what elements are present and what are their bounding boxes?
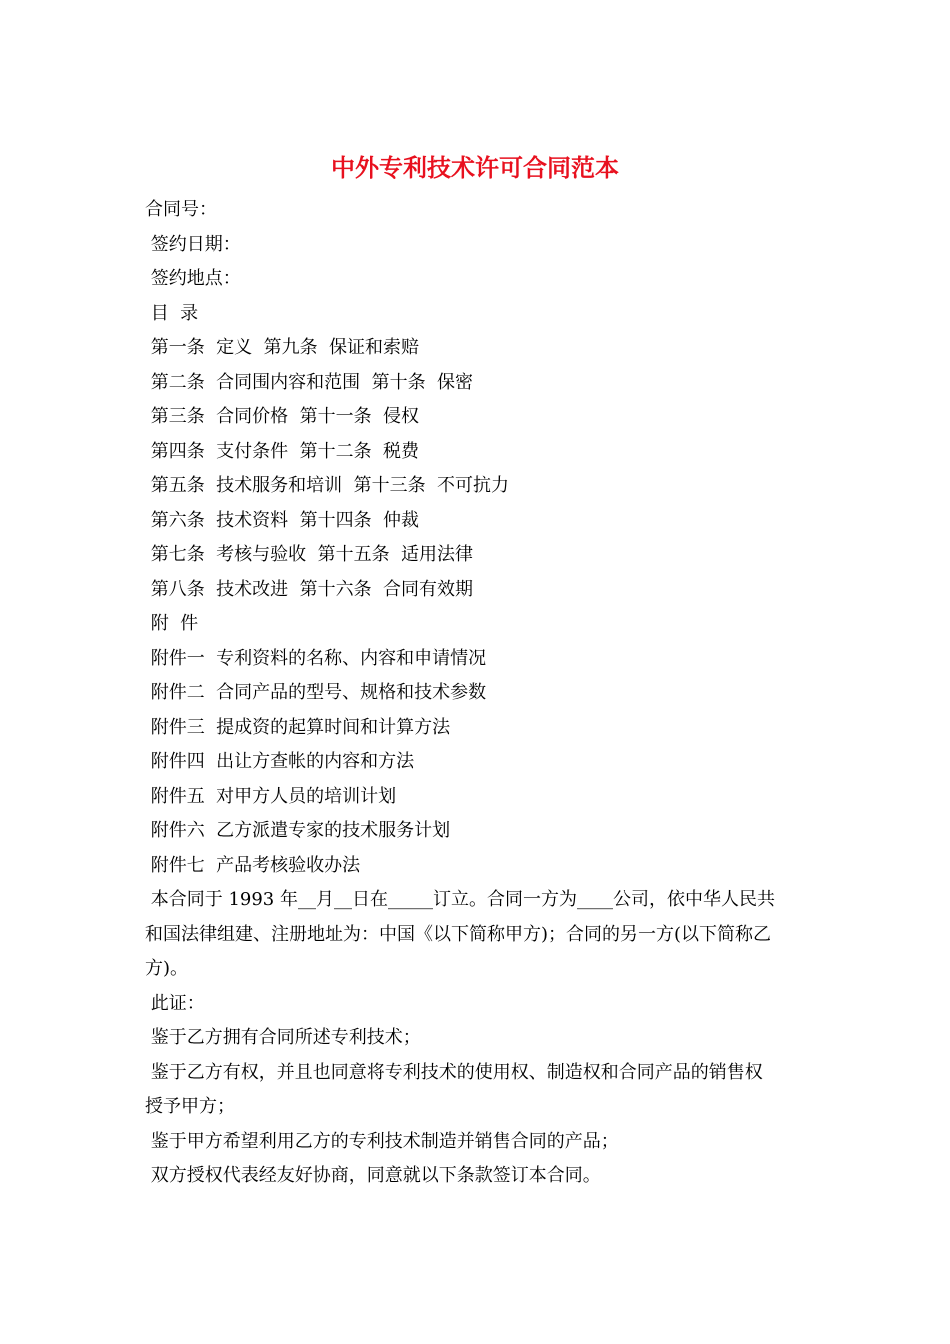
recital-line: 鉴于甲方希望利用乙方的专利技术制造并销售合同的产品； bbox=[145, 1130, 619, 1152]
appendix-line: 附件二 合同产品的型号、规格和技术参数 bbox=[145, 682, 487, 703]
appendix-heading: 附 件 bbox=[145, 613, 199, 634]
preamble-line: 和国法律组建、注册地址为：中国《以下简称甲方)；合同的另一方(以下简称乙 bbox=[145, 923, 772, 945]
toc-line: 第四条 支付条件 第十二条 税费 bbox=[145, 440, 420, 462]
toc-heading: 目 录 bbox=[145, 302, 199, 324]
toc-line: 第一条 定义 第九条 保证和索赔 bbox=[145, 337, 420, 358]
toc-line: 第六条 技术资料 第十四条 仲裁 bbox=[145, 509, 420, 531]
appendix-line: 附件四 出让方查帐的内容和方法 bbox=[145, 751, 415, 772]
recital-line: 双方授权代表经友好协商，同意就以下条款签订本合同。 bbox=[145, 1165, 601, 1186]
appendix-line: 附件一 专利资料的名称、内容和申请情况 bbox=[145, 647, 487, 669]
toc-line: 第五条 技术服务和培训 第十三条 不可抗力 bbox=[145, 475, 510, 496]
preamble-line: 本合同于 1993 年__月__日在_____订立。合同一方为____公司，依中华人民共 bbox=[145, 889, 775, 910]
contract-number-line: 合同号： bbox=[145, 199, 217, 220]
document-body bbox=[145, 193, 810, 1194]
appendix-line: 附件五 对甲方人员的培训计划 bbox=[145, 785, 397, 807]
appendix-line: 附件六 乙方派遣专家的技术服务计划 bbox=[145, 820, 451, 841]
toc-line: 第二条 合同围内容和范围 第十条 保密 bbox=[145, 371, 474, 393]
recital-line: 鉴于乙方有权，并且也同意将专利技术的使用权、制造权和合同产品的销售权 bbox=[145, 1061, 763, 1083]
toc-line: 第七条 考核与验收 第十五条 适用法律 bbox=[145, 544, 474, 565]
appendix-line: 附件七 产品考核验收办法 bbox=[145, 854, 361, 876]
signing-date-line: 签约日期： bbox=[145, 233, 241, 255]
document-title: 中外专利技术许可合同范本 bbox=[331, 153, 619, 182]
recital-line: 鉴于乙方拥有合同所述专利技术； bbox=[145, 1027, 421, 1048]
preamble-line: 方)。 bbox=[145, 958, 189, 979]
witness-heading: 此证： bbox=[145, 992, 205, 1014]
signing-place-line: 签约地点： bbox=[145, 268, 241, 289]
appendix-line: 附件三 提成资的起算时间和计算方法 bbox=[145, 716, 451, 738]
toc-line: 第三条 合同价格 第十一条 侵权 bbox=[145, 406, 420, 427]
recital-line: 授予甲方； bbox=[145, 1096, 235, 1117]
toc-line: 第八条 技术改进 第十六条 合同有效期 bbox=[145, 578, 474, 600]
